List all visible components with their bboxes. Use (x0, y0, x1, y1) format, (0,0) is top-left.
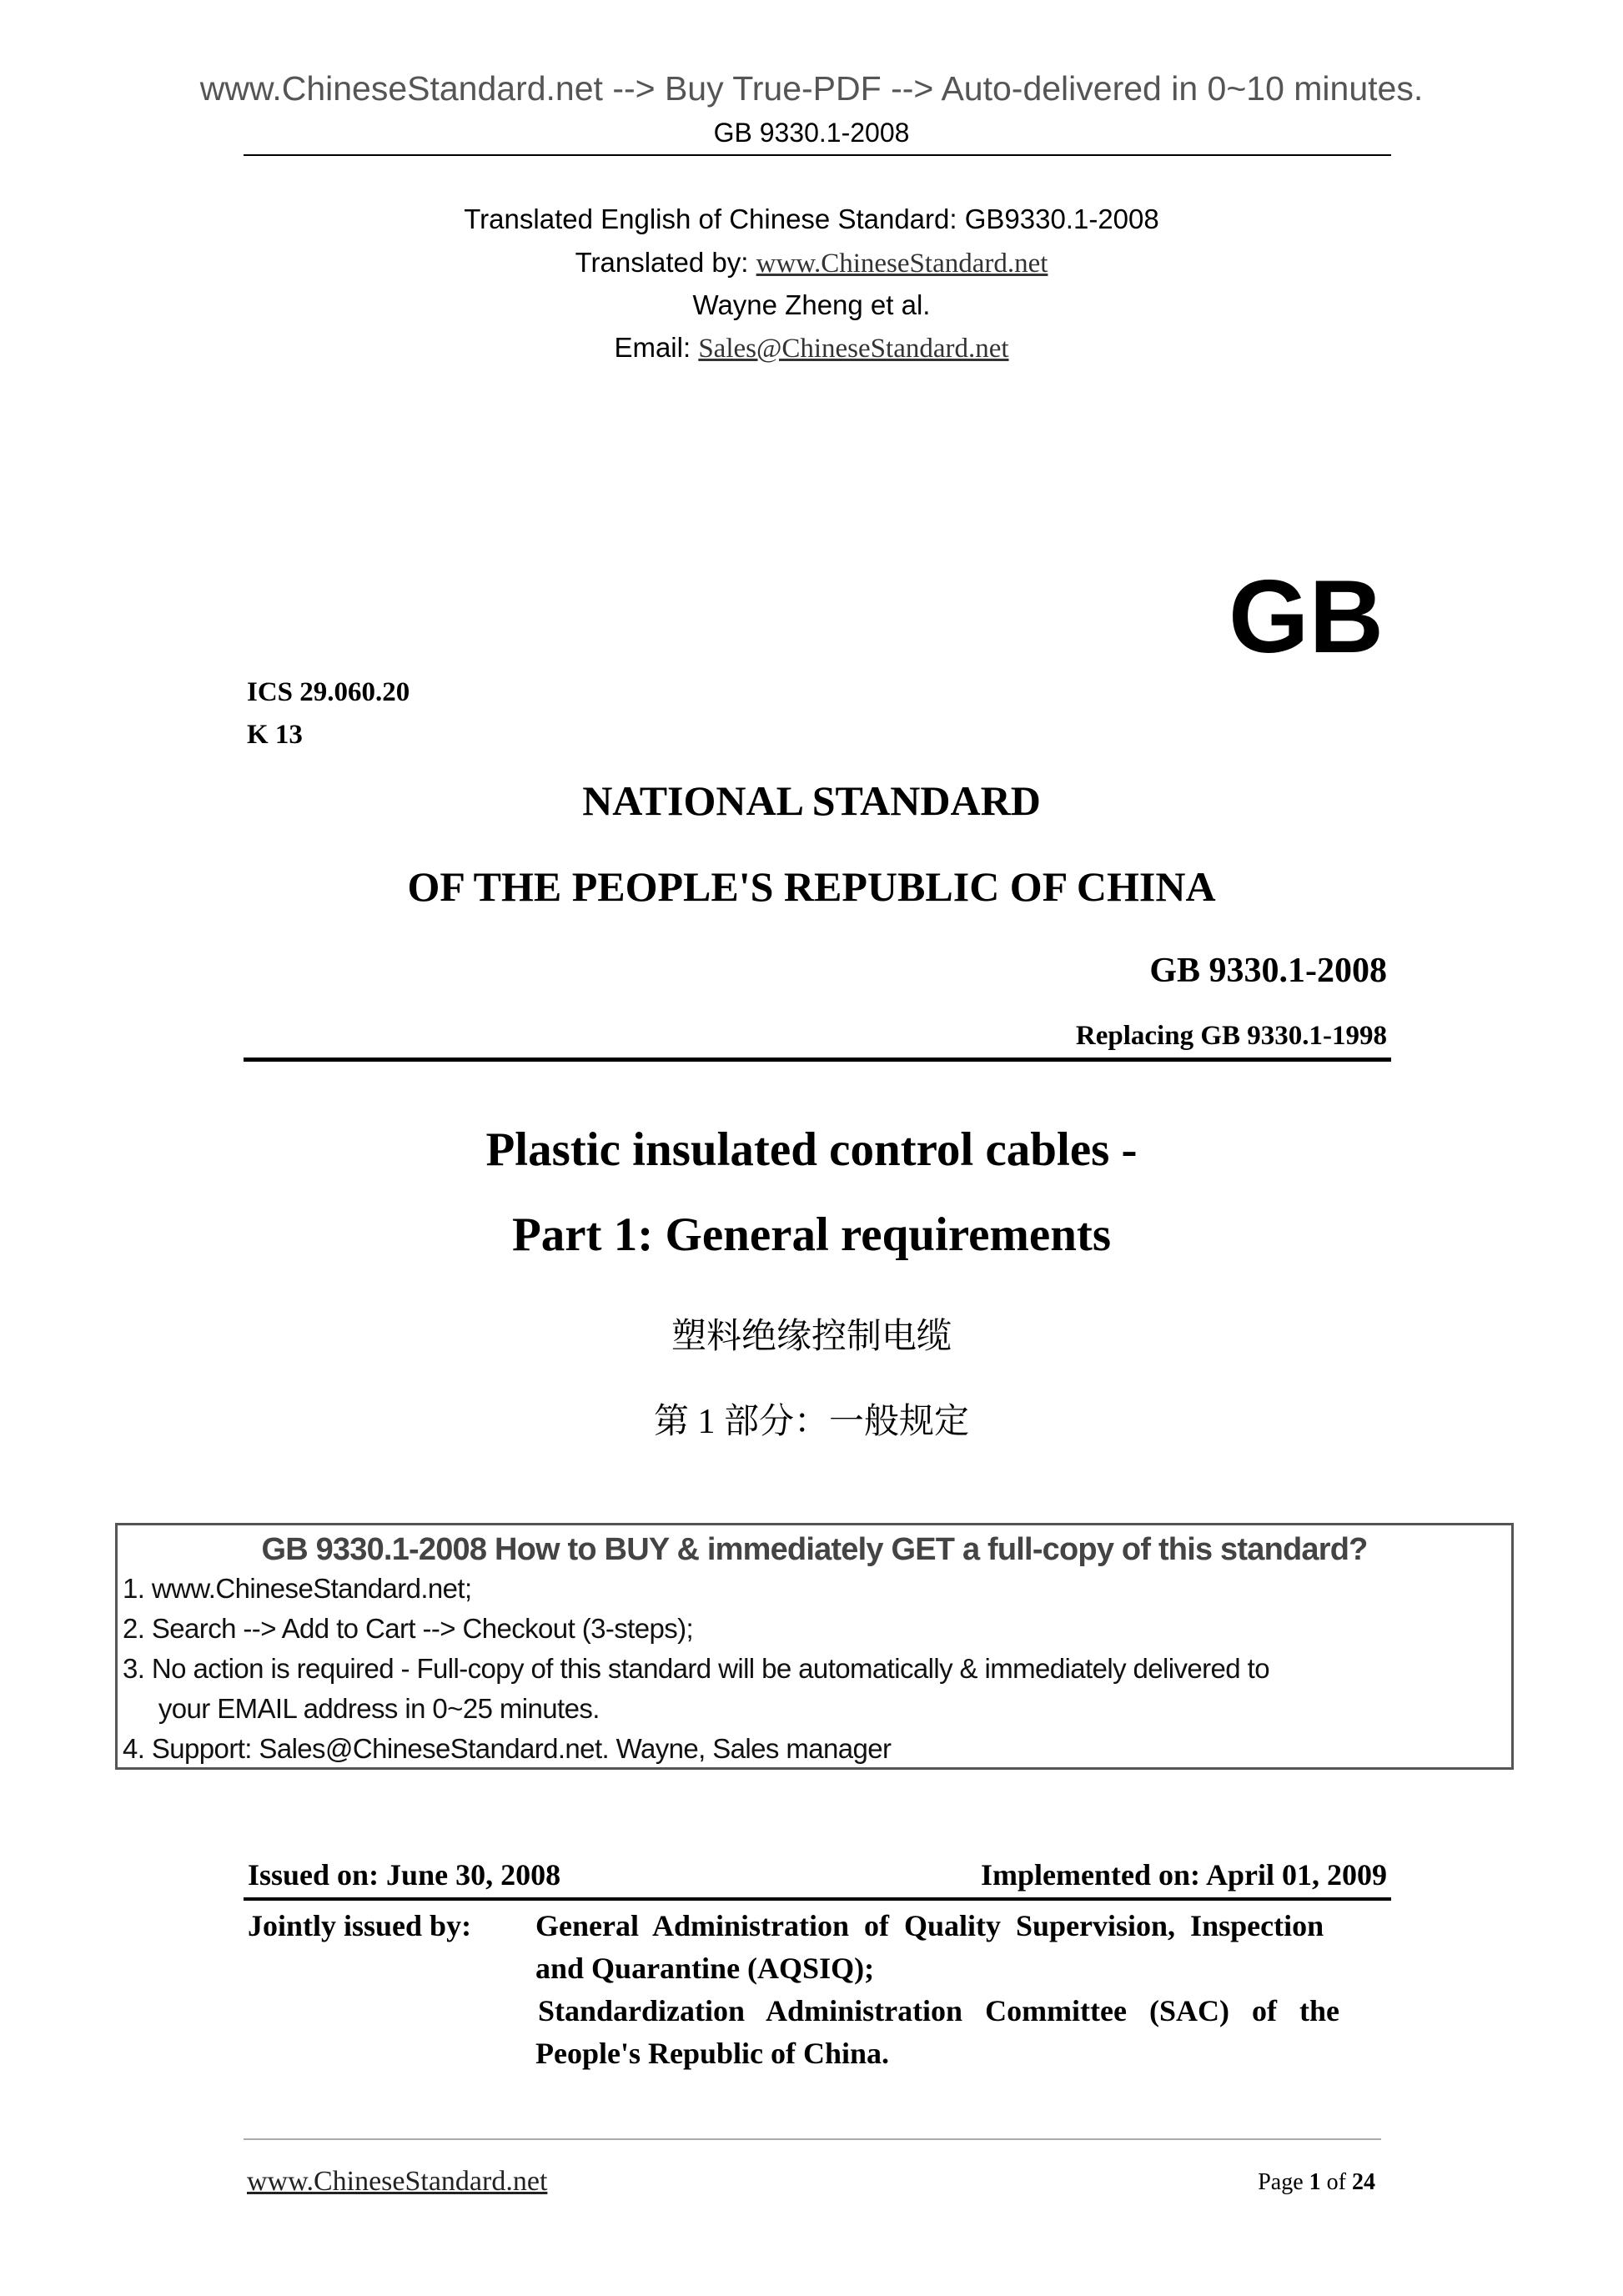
implemented-on: Implemented on: April 01, 2009 (980, 1858, 1387, 1892)
footer-rule (244, 2138, 1381, 2140)
issued-on: Issued on: June 30, 2008 (248, 1858, 561, 1892)
issuer-1-line-2: and Quarantine (AQSIQ); (535, 1952, 875, 1985)
issue-rule (244, 1897, 1391, 1901)
title-rule (244, 1058, 1391, 1062)
email-label: Email: (614, 332, 699, 363)
k-code: K 13 (247, 720, 303, 750)
translator-site-link[interactable]: www.ChineseStandard.net (756, 249, 1048, 279)
chinese-title-line1: 塑料绝缘控制电缆 (671, 1318, 952, 1356)
translation-line: Translated English of Chinese Standard: GB9330.1-2008 (464, 203, 1159, 234)
page-number (1258, 2168, 1375, 2197)
translated-by (0, 247, 1623, 279)
page-total: 24 (1352, 2169, 1375, 2195)
buy-step-1[interactable]: 1. www.ChineseStandard.net; (123, 1573, 472, 1604)
chinese-title-line2: 第 1 部分：一般规定 (653, 1403, 969, 1441)
translator-name: Wayne Zheng et al. (692, 289, 931, 320)
translated-by-label: Translated by: (575, 247, 756, 278)
buy-box-title: GB 9330.1-2008 How to BUY & immediately GET a full-copy of this standard? (261, 1532, 1368, 1567)
header-doc-code: GB 9330.1-2008 (713, 118, 910, 148)
page-current: 1 (1309, 2169, 1321, 2195)
page-of: of (1320, 2169, 1352, 2195)
how-to-buy-box (115, 1523, 1514, 1770)
english-title-line2: Part 1: General requirements (511, 1208, 1112, 1261)
title-prc: OF THE PEOPLE'S REPUBLIC OF CHINA (407, 863, 1216, 910)
english-title-line1: Plastic insulated control cables - (485, 1123, 1138, 1176)
buy-step-3-cont: your EMAIL address in 0~25 minutes. (123, 1693, 600, 1724)
email-link[interactable]: Sales@ChineseStandard.net (698, 334, 1009, 364)
header-rule (244, 154, 1391, 156)
title-national-standard: NATIONAL STANDARD (582, 777, 1041, 824)
gb-logo: GB (1229, 560, 1384, 675)
replacing-standard: Replacing GB 9330.1-1998 (1075, 1021, 1387, 1051)
issuer-1-line-1: General Administration of Quality Supervision, Inspection (535, 1909, 1324, 1942)
issuer-2-line-1: Standardization Administration Committee (SAC) of the (538, 1994, 1339, 2027)
standard-number: GB 9330.1-2008 (1149, 952, 1387, 990)
buy-step-2: 2. Search --> Add to Cart --> Checkout (3-steps); (123, 1613, 694, 1644)
buy-step-3: 3. No action is required - Full-copy of this standard will be automatically & immediately delivered to (123, 1653, 1269, 1684)
jointly-issued-label: Jointly issued by: (248, 1909, 472, 1942)
email-line (0, 332, 1623, 364)
ics-code: ICS 29.060.20 (247, 677, 410, 707)
page-label: Page (1258, 2169, 1309, 2195)
issuer-2-line-2: People's Republic of China. (535, 2037, 890, 2070)
footer-site-link[interactable]: www.ChineseStandard.net (247, 2166, 548, 2197)
header-banner: www.ChineseStandard.net --> Buy True-PDF --> Auto-delivered in 0~10 minutes. (199, 69, 1424, 108)
buy-step-4: 4. Support: Sales@ChineseStandard.net. Wayne, Sales manager (123, 1733, 892, 1764)
